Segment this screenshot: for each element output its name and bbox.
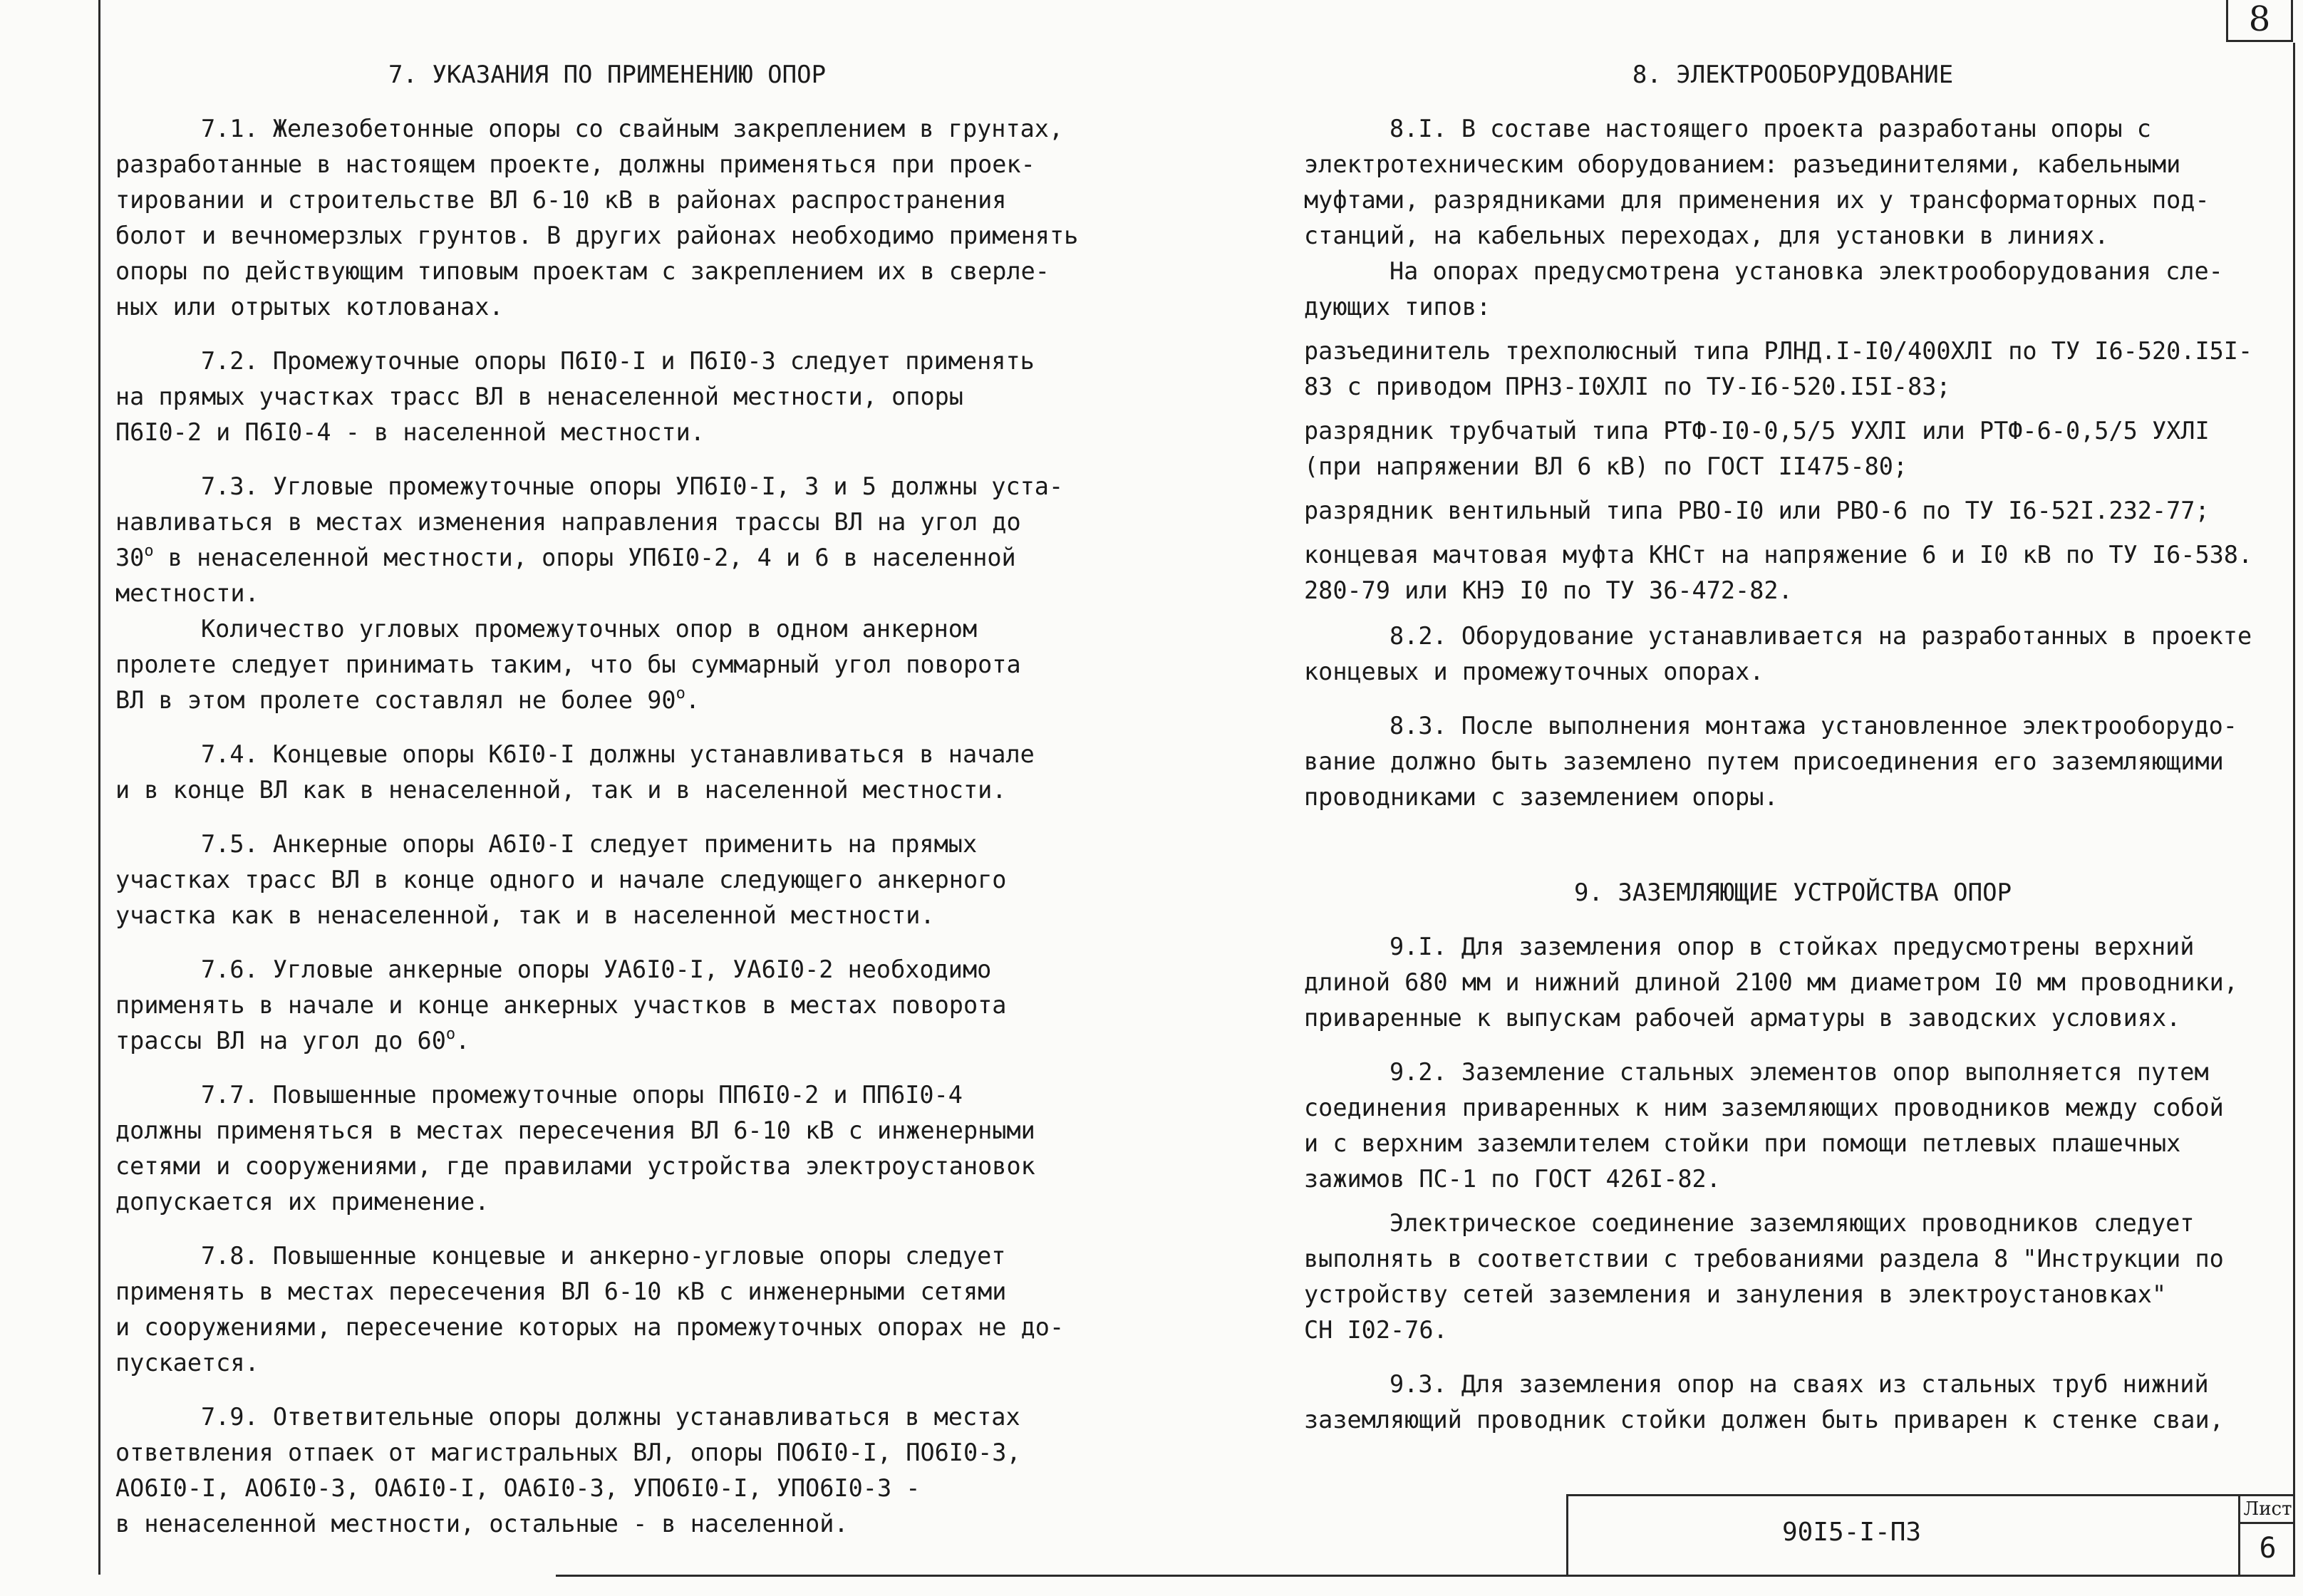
para-8-1: 8.I. В составе настоящего проекта разработаны опоры с электротехническим оборудованием: разъединителями, кабельными муфтами, разрядниками для применения их у трансформаторных под- станций, на кабельных переходах, для установки в линиях. <box>1304 115 2210 249</box>
document-code: 90I5-I-ПЗ <box>1782 1518 1922 1547</box>
para-9-1: 9.I. Для заземления опор в стойках предусмотрены верхний длиной 680 мм и нижний длиной 2100 мм диаметром I0 мм проводники, приваренные к выпускам рабочей арматуры в заводских условиях. <box>1304 933 2238 1032</box>
para-9-3: 9.3. Для заземления опор на сваях из стальных труб нижний заземляющий проводник стойки должен быть приварен к стенке сваи, <box>1304 1370 2224 1434</box>
para-7-1: 7.1. Железобетонные опоры со свайным закреплением в грунтах, разработанные в настоящем проекте, должны применяться при проек- тировании и строительстве ВЛ 6-10 кВ в районах распространения болот и вечномерзлых грунтов. В других районах необходимо применять опоры по действующим типовым проектам с закреплением их в сверле- ных или отрытых котлованах. <box>115 115 1079 321</box>
frame-left-border <box>98 0 100 1575</box>
sheet-number-cell <box>2238 1496 2295 1575</box>
para-8-3: 8.3. После выполнения монтажа установленное электрооборудо- вание должно быть заземлено путем присоединения его заземляющими проводниками с заземлением опоры. <box>1304 712 2237 811</box>
para-9-2: 9.2. Заземление стальных элементов опор выполняется путем соединения приваренных к ним заземляющих проводников между собой и с верхним заземлителем стойки при помощи петлевых плашечных зажимов ПС-1 по ГОСТ 426I-82. <box>1304 1058 2224 1193</box>
title-block-stamp <box>1566 1494 2293 1575</box>
para-7-3: 7.3. Угловые промежуточные опоры УП6I0-I, 3 и 5 должны уста- навливаться в местах изменения направления трассы ВЛ на угол до 30$^o$ в ненаселенной местности, опоры УП6I0-2, 4 и 6 в населенной местности. <box>115 472 1064 607</box>
section-9-heading: 9. ЗАЗЕМЛЯЮЩИЕ УСТРОЙСТВА ОПОР <box>1573 879 2012 907</box>
para-7-8: 7.8. Повышенные концевые и анкерно-угловые опоры следует применять в местах пересечения ВЛ 6-10 кВ с инженерными сетями и сооружениями, пересечение которых на промежуточных опорах не до- пускается. <box>115 1242 1065 1377</box>
equipment-item-valve-arrester: разрядник вентильный типа РВО-I0 или РВО-6 по ТУ I6-52I.232-77; <box>1304 497 2210 524</box>
sheet-label: Лист <box>2240 1496 2295 1524</box>
equipment-item-tubular-arrester: разрядник трубчатый типа РТФ-I0-0,5/5 УХЛI или РТФ-6-0,5/5 УХЛI (при напряжении ВЛ 6 кВ) по ГОСТ II475-80; <box>1304 417 2210 480</box>
para-7-3-b: Количество угловых промежуточных опор в одном анкерном пролете следует принимать таким, что бы суммарный угол поворота ВЛ в этом пролете составлял не более 90$^o$. <box>115 615 1021 714</box>
para-7-4: 7.4. Концевые опоры К6I0-I должны устанавливаться в начале и в конце ВЛ как в ненаселенной, так и в населенной местности. <box>115 740 1035 804</box>
section-7-heading: 7. УКАЗАНИЯ ПО ПРИМЕНЕНИЮ ОПОР <box>388 61 827 89</box>
equipment-item-cable-coupling: концевая мачтовая муфта КНСт на напряжение 6 и I0 кВ по ТУ I6-538. 280-79 или КНЭ I0 по ТУ 36-472-82. <box>1304 541 2253 604</box>
left-column <box>115 57 1099 1542</box>
para-7-7: 7.7. Повышенные промежуточные опоры ПП6I0-2 и ПП6I0-4 должны применяться в местах пересечения ВЛ 6-10 кВ с инженерными сетями и сооружениями, где правилами устройства электроустановок допускается их применение. <box>115 1081 1035 1216</box>
para-8-1-b: На опорах предусмотрена установка электрооборудования сле- дующих типов: <box>1304 257 2223 321</box>
section-8-heading: 8. ЭЛЕКТРООБОРУДОВАНИЕ <box>1632 61 1954 89</box>
para-7-6: 7.6. Угловые анкерные опоры УА6I0-I, УА6I0-2 необходимо применять в начале и конце анкерных участков в местах поворота трассы ВЛ на угол до 60$^o$. <box>115 955 1007 1054</box>
para-9-2-b: Электрическое соединение заземляющих проводников следует выполнять в соответствии с требованиями раздела 8 "Инструкции по устройству сетей заземления и зануления в электроустановках" СН I02-76. <box>1304 1209 2224 1344</box>
frame-right-border <box>2293 43 2295 1575</box>
para-7-9: 7.9. Ответвительные опоры должны устанавливаться в местах ответвления отпаек от магистральных ВЛ, опоры ПО6I0-I, ПО6I0-3, АО6I0-I, АО6I0-3, ОА6I0-I, ОА6I0-3, УПО6I0-I, УПО6I0-3 - в ненаселенной местности, остальные - в населенной. <box>115 1403 1021 1538</box>
sheet-top-number: 8 <box>2226 0 2293 42</box>
para-8-2: 8.2. Оборудование устанавливается на разработанных в проекте концевых и промежуточных опорах. <box>1304 622 2252 685</box>
para-7-2: 7.2. Промежуточные опоры П6I0-I и П6I0-3 следует применять на прямых участках трасс ВЛ в ненаселенной местности, опоры П6I0-2 и П6I0-4 - в населенной местности. <box>115 347 1035 446</box>
equipment-item-disconnector: разъединитель трехполюсный типа РЛНД.I-I0/400ХЛI по ТУ I6-520.I5I- 83 с приводом ПРНЗ-I0ХЛI по ТУ-I6-520.I5I-83; <box>1304 337 2253 400</box>
para-7-5: 7.5. Анкерные опоры А6I0-I следует применить на прямых участках трасс ВЛ в конце одного и начале следующего анкерного участка как в ненаселенной, так и в населенной местности. <box>115 830 1007 929</box>
sheet-number: 6 <box>2259 1532 2277 1565</box>
frame-bottom-border <box>556 1575 2295 1577</box>
right-column <box>1304 57 2282 1438</box>
